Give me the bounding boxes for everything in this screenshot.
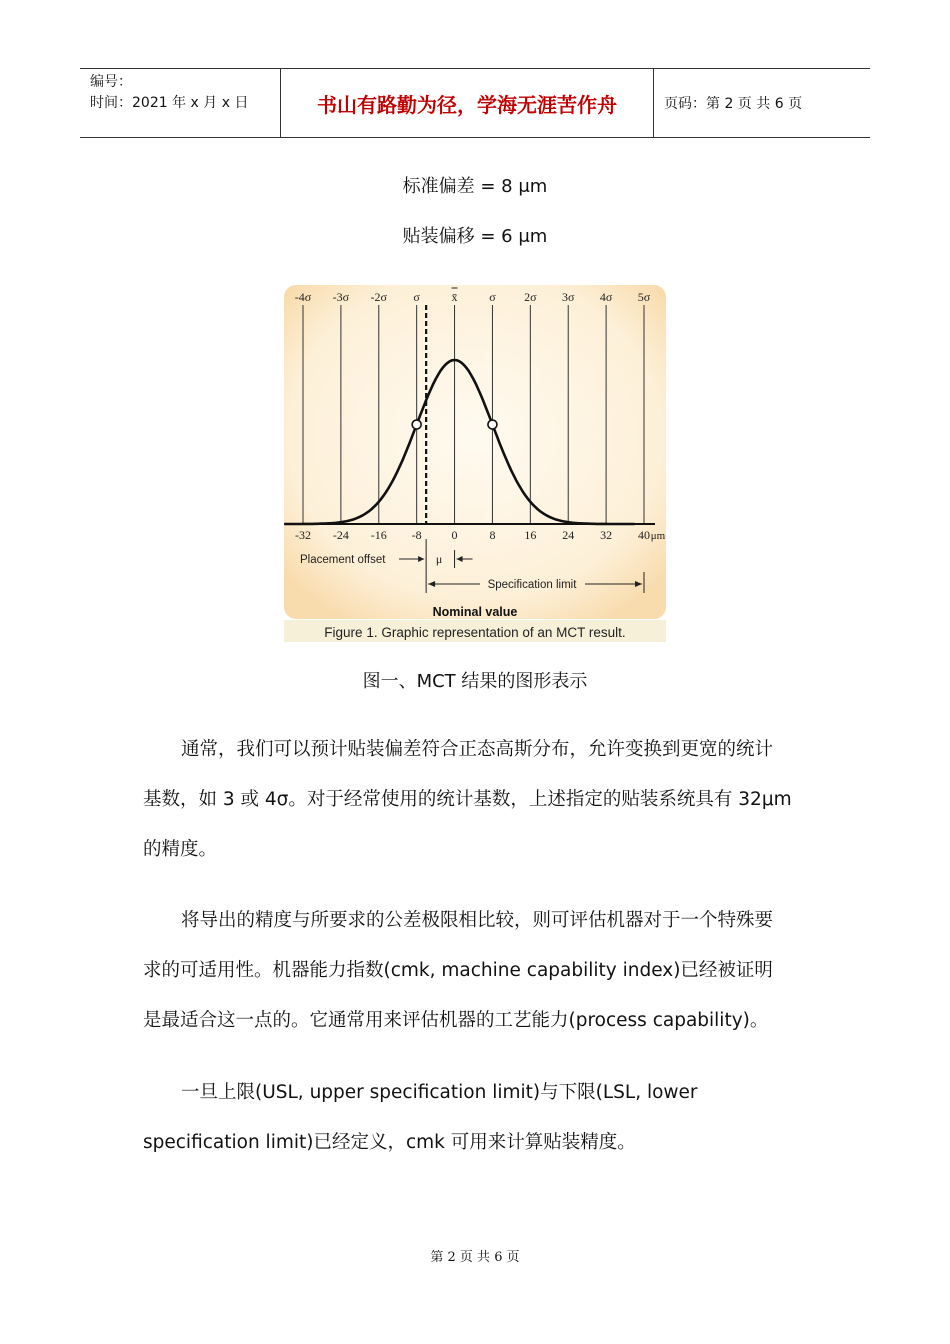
offset-line: 贴装偏移 = 6 μm [402, 226, 548, 247]
inflection-point [488, 420, 497, 429]
sigma-label: σ [413, 290, 420, 304]
inflection-point [412, 420, 421, 429]
paragraph-line: 通常，我们可以预计贴装偏差符合正态高斯分布，允许变换到更宽的统计 [181, 739, 774, 760]
sigma-label: 5σ [637, 290, 651, 304]
x-tick-label: -16 [370, 528, 387, 542]
mct-chart [280, 283, 670, 645]
page-header-table [80, 68, 870, 138]
std-dev-line: 标准偏差 = 8 μm [402, 176, 548, 197]
header-motto: 书山有路勤为径，学海无涯苦作舟 [281, 69, 654, 137]
paragraph-3 [143, 1068, 813, 1168]
header-page-info: 页码：第 2 页 共 6 页 [664, 96, 803, 112]
x-tick-label: 40 [638, 528, 650, 542]
sigma-label: x̄ [451, 290, 458, 304]
placement-offset-label: Placement offset [300, 554, 386, 566]
sigma-label: σ [489, 290, 496, 304]
nominal-value-label: Nominal value [432, 605, 518, 619]
paragraph-2 [143, 896, 813, 1046]
sigma-label: -4σ [294, 290, 312, 304]
document-date-label: 时间：2021 年 x 月 x 日 [90, 95, 249, 111]
document-number-label: 编号： [90, 74, 132, 90]
x-tick-label: 24 [562, 528, 575, 542]
mu-label: μ [435, 552, 443, 566]
paragraph-line: 将导出的精度与所要求的公差极限相比较，则可评估机器对于一个特殊要 [181, 910, 774, 931]
sigma-label: -2σ [370, 290, 388, 304]
paragraph-line: 求的可适用性。机器能力指数(cmk, machine capability index)已经被证明 [143, 960, 773, 981]
x-unit-label: μm [650, 530, 666, 542]
x-tick-label: 32 [600, 528, 613, 542]
paragraph-line: 的精度。 [143, 839, 218, 860]
paragraph-line: 是最适合这一点的。它通常用来评估机器的工艺能力(process capability)。 [143, 1010, 769, 1031]
figure-caption-cn: 图一、MCT 结果的图形表示 [362, 671, 588, 692]
paragraph-line: specification limit)已经定义，cmk 可用来计算贴装精度。 [143, 1132, 636, 1153]
sigma-label: -3σ [332, 290, 350, 304]
x-tick-label: 0 [451, 528, 458, 542]
sigma-label: 4σ [599, 290, 613, 304]
sigma-label: 2σ [524, 290, 537, 304]
paragraph-1 [143, 725, 813, 875]
mct-figure [280, 283, 670, 645]
x-tick-label: -32 [295, 528, 311, 542]
header-meta-cell [80, 69, 281, 137]
x-tick-label: -24 [332, 528, 349, 542]
figure-caption-en: Figure 1. Graphic representation of an MCT result. [324, 625, 626, 640]
x-tick-label: 16 [524, 528, 537, 542]
page-footer: 第 2 页 共 6 页 [430, 1250, 520, 1265]
x-tick-label: 8 [489, 528, 496, 542]
paragraph-line: 基数，如 3 或 4σ。对于经常使用的统计基数，上述指定的贴装系统具有 32μm [143, 789, 792, 810]
sigma-label: 3σ [561, 290, 575, 304]
spec-limit-label: Specification limit [487, 579, 577, 591]
paragraph-line: 一旦上限(USL, upper specification limit)与下限(LSL, lower [181, 1082, 698, 1103]
x-tick-label: -8 [411, 528, 422, 542]
